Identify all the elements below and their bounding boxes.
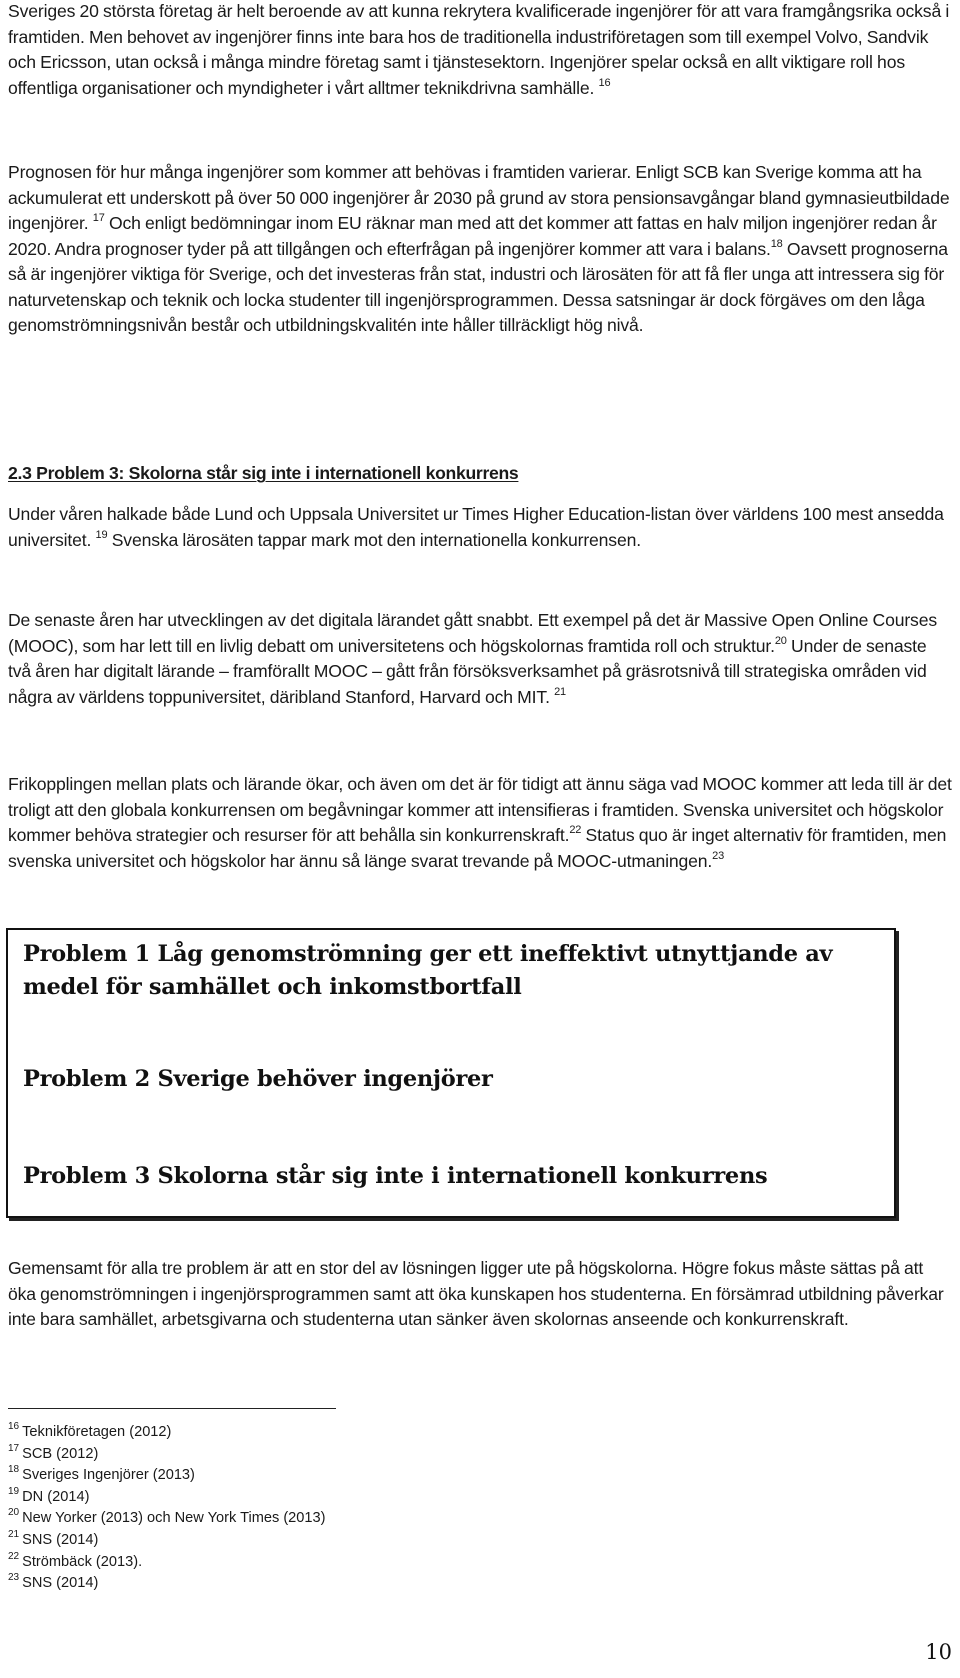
footnote-number: 17 [8,1442,20,1454]
paragraph-text: Under våren halkade både Lund och Uppsala Universitet ur Times Higher Education-listan över världens 100 mest ansedda universitet. [8,504,944,550]
footnote-ref[interactable]: 21 [554,685,566,698]
footnote-ref[interactable]: 23 [712,849,725,862]
paragraph-text: Frikopplingen mellan plats och lärande ökar, och även om det är för tidigt att ännu säga vad MOOC kommer att leda till är det troligt att den globala konkurrensen om begåvningar kommer att intensifieras i framtiden. Svenska universitet och högskolor kommer behöva strategier och resurser för att behålla sin konkurrenskraft. [8,774,952,845]
section-heading: 2.3 Problem 3: Skolorna står sig inte i internationell konkurrens [8,463,519,483]
footnote-item [8,1444,326,1466]
footnote-divider [8,1408,336,1409]
paragraph-conclusion: Gemensamt för alla tre problem är att en stor del av lösningen ligger ute på högskolorna. Högre fokus måste sättas på att öka genomströmningen i ingenjörsprogrammen samt att öka kunskapen hos studenterna. En försämrad utbildning påverkar inte bara samhället, arbetsgivarna och studenterna utan sänker även skolornas anseende och konkurrenskraft. [8,1258,944,1329]
page-number: 10 [925,1640,952,1664]
paragraph-text: Oavsett prognoserna så är ingenjörer viktiga för Sverige, och det investeras från stat, industri och lärosäten för att få fler unga att intressera sig för naturvetenskap och teknik och locka studenter till ingenjörsprogrammen. Dessa satsningar är dock förgäves om den låga genomströmningsnivån består och utbildningskvalitén inte håller tillräckligt hög nivå. [8,238,948,335]
footnote-item [8,1465,326,1487]
footnote-item [8,1573,326,1595]
paragraph-text: Status quo är inget alternativ för framtiden, men svenska universitet och högskolor har ännu så länge svarat trevande på MOOC-utmaningen. [8,825,947,871]
footnote-text: New Yorker (2013) och New York Times (2013) [22,1510,326,1527]
paragraph-competition [8,772,952,874]
paragraph-engineer-demand [8,0,952,101]
footnote-list [8,1422,326,1595]
footnote-ref[interactable]: 18 [770,237,783,250]
paragraph-forecast [8,160,952,339]
paragraph-text: Och enligt bedömningar inom EU räknar man med att det kommer att fattas en halv miljon ingenjörer redan år 2020. Andra prognoser tyder på att tillgången och efterfrågan på ingenjörer kommer att vara i balans. [8,213,937,259]
footnote-ref[interactable]: 16 [598,76,611,89]
footnote-text: DN (2014) [22,1488,90,1505]
footnote-ref[interactable]: 22 [569,824,582,836]
paragraph-digital-learning [8,608,952,710]
footnote-item [8,1487,326,1509]
footnote-item [8,1508,326,1530]
footnote-number: 19 [8,1485,20,1497]
paragraph-text: Under de senaste två åren har digitalt lärande – framförallt MOOC – gått från försöksverksamhet på gräsrotsnivå till strategiska områden vid några av världens toppuniversitet, däribland Stanford, Harvard och MIT. [8,635,927,707]
problem-2-title: Problem 2 Sverige behöver ingenjörer [23,1066,493,1092]
footnote-text: Strömbäck (2013). [22,1553,143,1570]
footnote-ref[interactable]: 17 [92,212,105,224]
footnote-text: SNS (2014) [22,1531,99,1548]
paragraph-text: Prognosen för hur många ingenjörer som kommer att behövas i framtiden varierar. Enligt SCB kan Sverige komma att ha ackumulerat ett underskott på över 50 000 ingenjörer år 2030 på grund av stora pensionsavgångar bland gymnasieutbildade ingenjörer. [8,162,950,233]
footnote-text: SNS (2014) [22,1575,99,1592]
footnote-number: 18 [8,1464,20,1476]
footnote-number: 23 [8,1572,20,1584]
paragraph-text: De senaste åren har utvecklingen av det digitala lärandet gått snabbt. Ett exempel på det är Massive Open Online Courses (MOOC), som har lett till en livlig debatt om universitetens och högskolornas framtida roll och struktur. [8,610,937,656]
footnote-number: 21 [8,1528,20,1540]
footnote-item [8,1422,326,1444]
paragraph-rankings [8,502,952,553]
footnote-item [8,1530,326,1552]
paragraph-text: Sveriges 20 största företag är helt beroende av att kunna rekrytera kvalificerade ingenjörer för att vara framgångsrika också i framtiden. Men behovet av ingenjörer finns inte bara hos de traditionella industriföretagen som till exempel Volvo, Sandvik och Ericsson, utan också i många mindre företag samt i tjänstesektorn. Ingenjörer spelar också en allt viktigare roll hos offentliga organisationer och myndigheter i vårt alltmer teknikdrivna samhälle. [8,1,950,98]
footnote-ref[interactable]: 19 [95,528,108,541]
footnote-text: Teknikföretagen (2012) [22,1424,172,1440]
problem-summary-box [6,928,896,1218]
paragraph-text: Svenska lärosäten tappar mark mot den internationella konkurrensen. [111,529,641,550]
footnote-ref[interactable]: 20 [774,634,787,647]
footnote-number: 22 [8,1550,20,1562]
footnote-text: Sveriges Ingenjörer (2013) [22,1467,195,1484]
problem-1-title: Problem 1 Låg genomströmning ger ett ineffektivt utnyttjande av medel för samhället och inkomstbortfall [23,941,833,1000]
footnote-number: 20 [8,1507,20,1519]
footnote-text: SCB (2012) [22,1445,99,1462]
problem-3-title: Problem 3 Skolorna står sig inte i internationell konkurrens [23,1163,768,1189]
footnote-number: 16 [8,1421,20,1432]
footnote-item [8,1552,326,1574]
